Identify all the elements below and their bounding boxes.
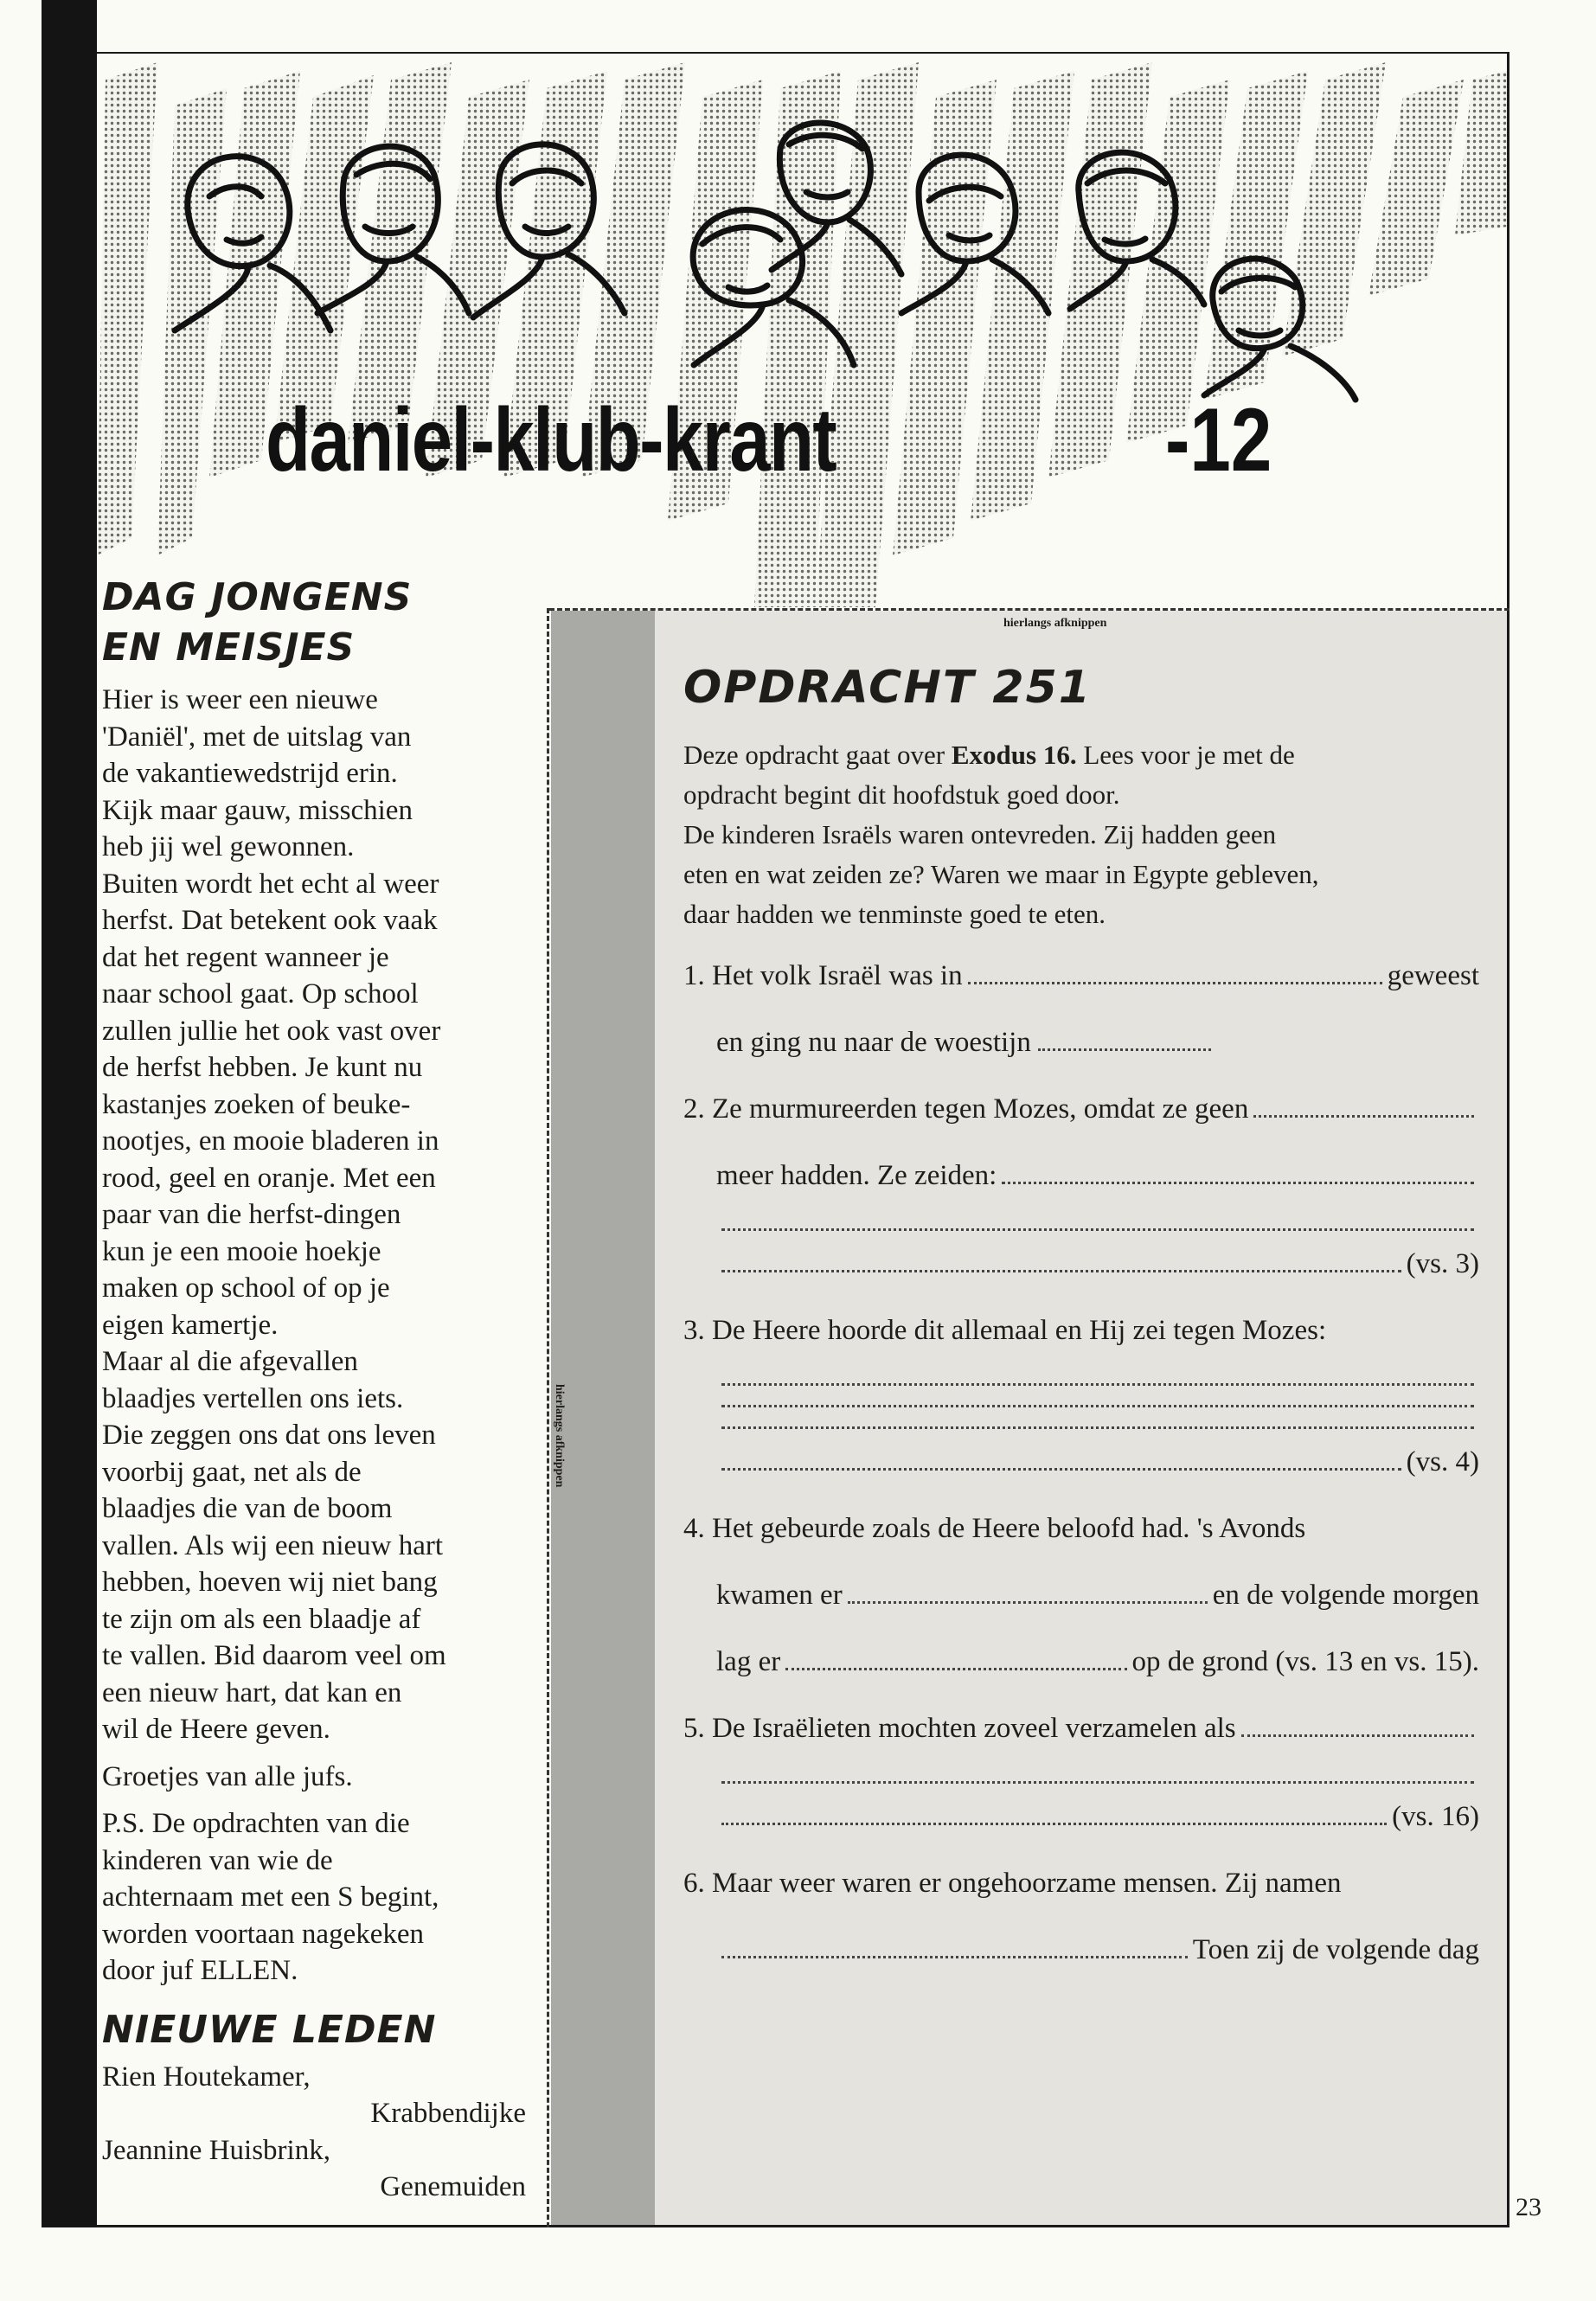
- cut-line-horizontal: [549, 608, 1509, 611]
- bible-reference: Exodus 16.: [951, 740, 1077, 770]
- answer-blank[interactable]: [1253, 1096, 1474, 1118]
- question-5: [683, 1695, 1479, 1850]
- text-line: kastanjes zoeken of beuke-: [102, 1088, 411, 1120]
- question-text: geweest: [1387, 960, 1479, 991]
- greeting-heading: [102, 573, 535, 673]
- text-line: vallen. Als wij een nieuw hart: [102, 1529, 444, 1561]
- text-line: Die zeggen ons dat ons leven: [102, 1420, 436, 1451]
- text-line: Kijk maar gauw, misschien: [102, 794, 413, 826]
- text-line: zullen jullie het ook vast over: [102, 1015, 441, 1047]
- text-line: herfst. Dat betekent ook vaak: [102, 905, 438, 936]
- intro-text: Lees voor je met de: [1083, 740, 1295, 770]
- text-line: worden voortaan nagekeken: [102, 1918, 425, 1950]
- question-text: Toen zij de volgende dag: [1192, 1934, 1479, 1965]
- member-place: Krabbendijke: [370, 2098, 526, 2129]
- member-place: Genemuiden: [380, 2171, 526, 2202]
- assignment: [683, 657, 1479, 1984]
- text-line: blaadjes vertellen ons iets.: [102, 1382, 404, 1414]
- question-text: 2. Ze murmureerden tegen Mozes, omdat ze geen: [683, 1093, 1249, 1125]
- answer-blank[interactable]: [721, 1364, 1474, 1386]
- question-6: [683, 1850, 1479, 1984]
- text-line: te zijn om als een blaadje af: [102, 1603, 421, 1635]
- closing-line: Groetjes van alle jufs.: [102, 1760, 353, 1792]
- text-line: hebben, hoeven wij niet bang: [102, 1567, 438, 1598]
- question-text: en ging nu naar de woestijn: [716, 1027, 1031, 1058]
- member-name: Jeannine Huisbrink,: [102, 2134, 330, 2166]
- newsletter-title: daniel-klub-krant: [266, 390, 836, 490]
- answer-blank[interactable]: [721, 1762, 1474, 1784]
- binding-edge: [42, 0, 97, 2227]
- answer-blank[interactable]: [1241, 1715, 1474, 1737]
- greeting-heading-line-2: EN MEISJES: [102, 625, 356, 670]
- question-4: [683, 1496, 1479, 1695]
- question-text: op de grond (vs. 13 en vs. 15).: [1131, 1646, 1479, 1677]
- verse-reference: (vs. 16): [1392, 1801, 1479, 1832]
- intro-text: De kinderen Israëls waren ontevreden. Zij hadden geen: [683, 819, 1277, 849]
- answer-blank[interactable]: [848, 1582, 1208, 1604]
- text-line: een nieuw hart, dat kan en: [102, 1676, 402, 1708]
- question-text: 5. De Israëlieten mochten zoveel verzamelen als: [683, 1713, 1236, 1744]
- text-line: kun je een mooie hoekje: [102, 1235, 381, 1267]
- question-text: 3. De Heere hoorde dit allemaal en Hij zei tegen Mozes:: [683, 1315, 1327, 1346]
- greeting-heading-line-1: DAG JONGENS: [102, 575, 413, 619]
- text-line: wil de Heere geven.: [102, 1714, 330, 1745]
- text-line: eigen kamertje.: [102, 1309, 279, 1341]
- answer-blank[interactable]: [721, 1251, 1401, 1272]
- answer-blank[interactable]: [1002, 1163, 1474, 1184]
- answer-blank[interactable]: [721, 1386, 1474, 1407]
- text-line: door juf ELLEN.: [102, 1955, 298, 1986]
- children-illustration: [97, 54, 1507, 607]
- text-line: paar van die herfst-dingen: [102, 1199, 401, 1230]
- masthead: [97, 54, 1507, 607]
- text-line: P.S. De opdrachten van die: [102, 1808, 410, 1839]
- answer-blank[interactable]: [721, 1937, 1188, 1958]
- question-text: 1. Het volk Israël was in: [683, 960, 963, 991]
- question-text: kwamen er: [716, 1580, 843, 1611]
- text-line: kinderen van wie de: [102, 1844, 333, 1876]
- text-line: heb jij wel gewonnen.: [102, 831, 355, 862]
- answer-blank[interactable]: [721, 1407, 1474, 1429]
- answer-blank[interactable]: [785, 1649, 1126, 1670]
- text-line: Maar al die afgevallen: [102, 1346, 358, 1377]
- text-line: achternaam met een S begint,: [102, 1881, 439, 1913]
- cut-label-side: hierlangs afknippen: [553, 1384, 566, 1488]
- text-line: Buiten wordt het echt al weer: [102, 868, 439, 900]
- member-name: Rien Houtekamer,: [102, 2061, 311, 2093]
- page-number: 23: [1516, 2193, 1542, 2221]
- assignment-intro: [683, 735, 1479, 934]
- question-2: [683, 1076, 1479, 1298]
- answer-blank[interactable]: [721, 1209, 1474, 1231]
- text-line: 'Daniël', met de uitslag van: [102, 721, 412, 753]
- question-1: [683, 943, 1479, 1076]
- issue-number: -12: [1165, 390, 1272, 490]
- text-line: de vakantiewedstrijd erin.: [102, 758, 398, 789]
- answer-blank[interactable]: [968, 963, 1382, 984]
- text-line: naar school gaat. Op school: [102, 978, 419, 1009]
- intro-text: opdracht begint dit hoofdstuk goed door.: [683, 779, 1120, 810]
- text-line: maken op school of op je: [102, 1272, 390, 1304]
- postscript: [102, 1805, 535, 1990]
- answer-blank[interactable]: [721, 1804, 1387, 1825]
- text-line: Hier is weer een nieuwe: [102, 684, 378, 715]
- greeting-text: [102, 682, 535, 1748]
- intro-text: eten en wat zeiden ze? Waren we maar in Egypte gebleven,: [683, 859, 1319, 889]
- text-line: nootjes, en mooie bladeren in: [102, 1125, 439, 1157]
- question-text: meer hadden. Ze zeiden:: [716, 1160, 997, 1191]
- answer-blank[interactable]: [721, 1449, 1401, 1471]
- members-list: [102, 2059, 535, 2206]
- text-line: blaadjes die van de boom: [102, 1493, 393, 1524]
- text-line: voorbij gaat, net als de: [102, 1456, 362, 1488]
- text-line: rood, geel en oranje. Met een: [102, 1162, 436, 1194]
- text-line: de herfst hebben. Je kunt nu: [102, 1052, 423, 1083]
- question-text: 6. Maar weer waren er ongehoorzame mensen. Zij namen: [683, 1868, 1342, 1899]
- coupon-side-strip: [551, 611, 655, 2225]
- assignment-title: OPDRACHT 251: [683, 662, 1092, 714]
- question-text: en de volgende morgen: [1212, 1580, 1479, 1611]
- question-text: 4. Het gebeurde zoals de Heere beloofd had. 's Avonds: [683, 1513, 1306, 1544]
- new-members-heading: NIEUWE LEDEN: [102, 2007, 437, 2052]
- text-line: dat het regent wanneer je: [102, 941, 389, 973]
- cut-line-vertical: [547, 608, 549, 2227]
- question-text: lag er: [716, 1646, 781, 1677]
- question-3: [683, 1298, 1479, 1496]
- text-line: te vallen. Bid daarom veel om: [102, 1640, 446, 1671]
- left-column: [102, 573, 535, 2206]
- cut-label-top: hierlangs afknippen: [1003, 617, 1107, 630]
- intro-text: daar hadden we tenminste goed te eten.: [683, 899, 1106, 929]
- verse-reference: (vs. 4): [1406, 1446, 1479, 1477]
- intro-text: Deze opdracht gaat over: [683, 740, 945, 770]
- answer-blank[interactable]: [1038, 1029, 1211, 1051]
- verse-reference: (vs. 3): [1406, 1248, 1479, 1279]
